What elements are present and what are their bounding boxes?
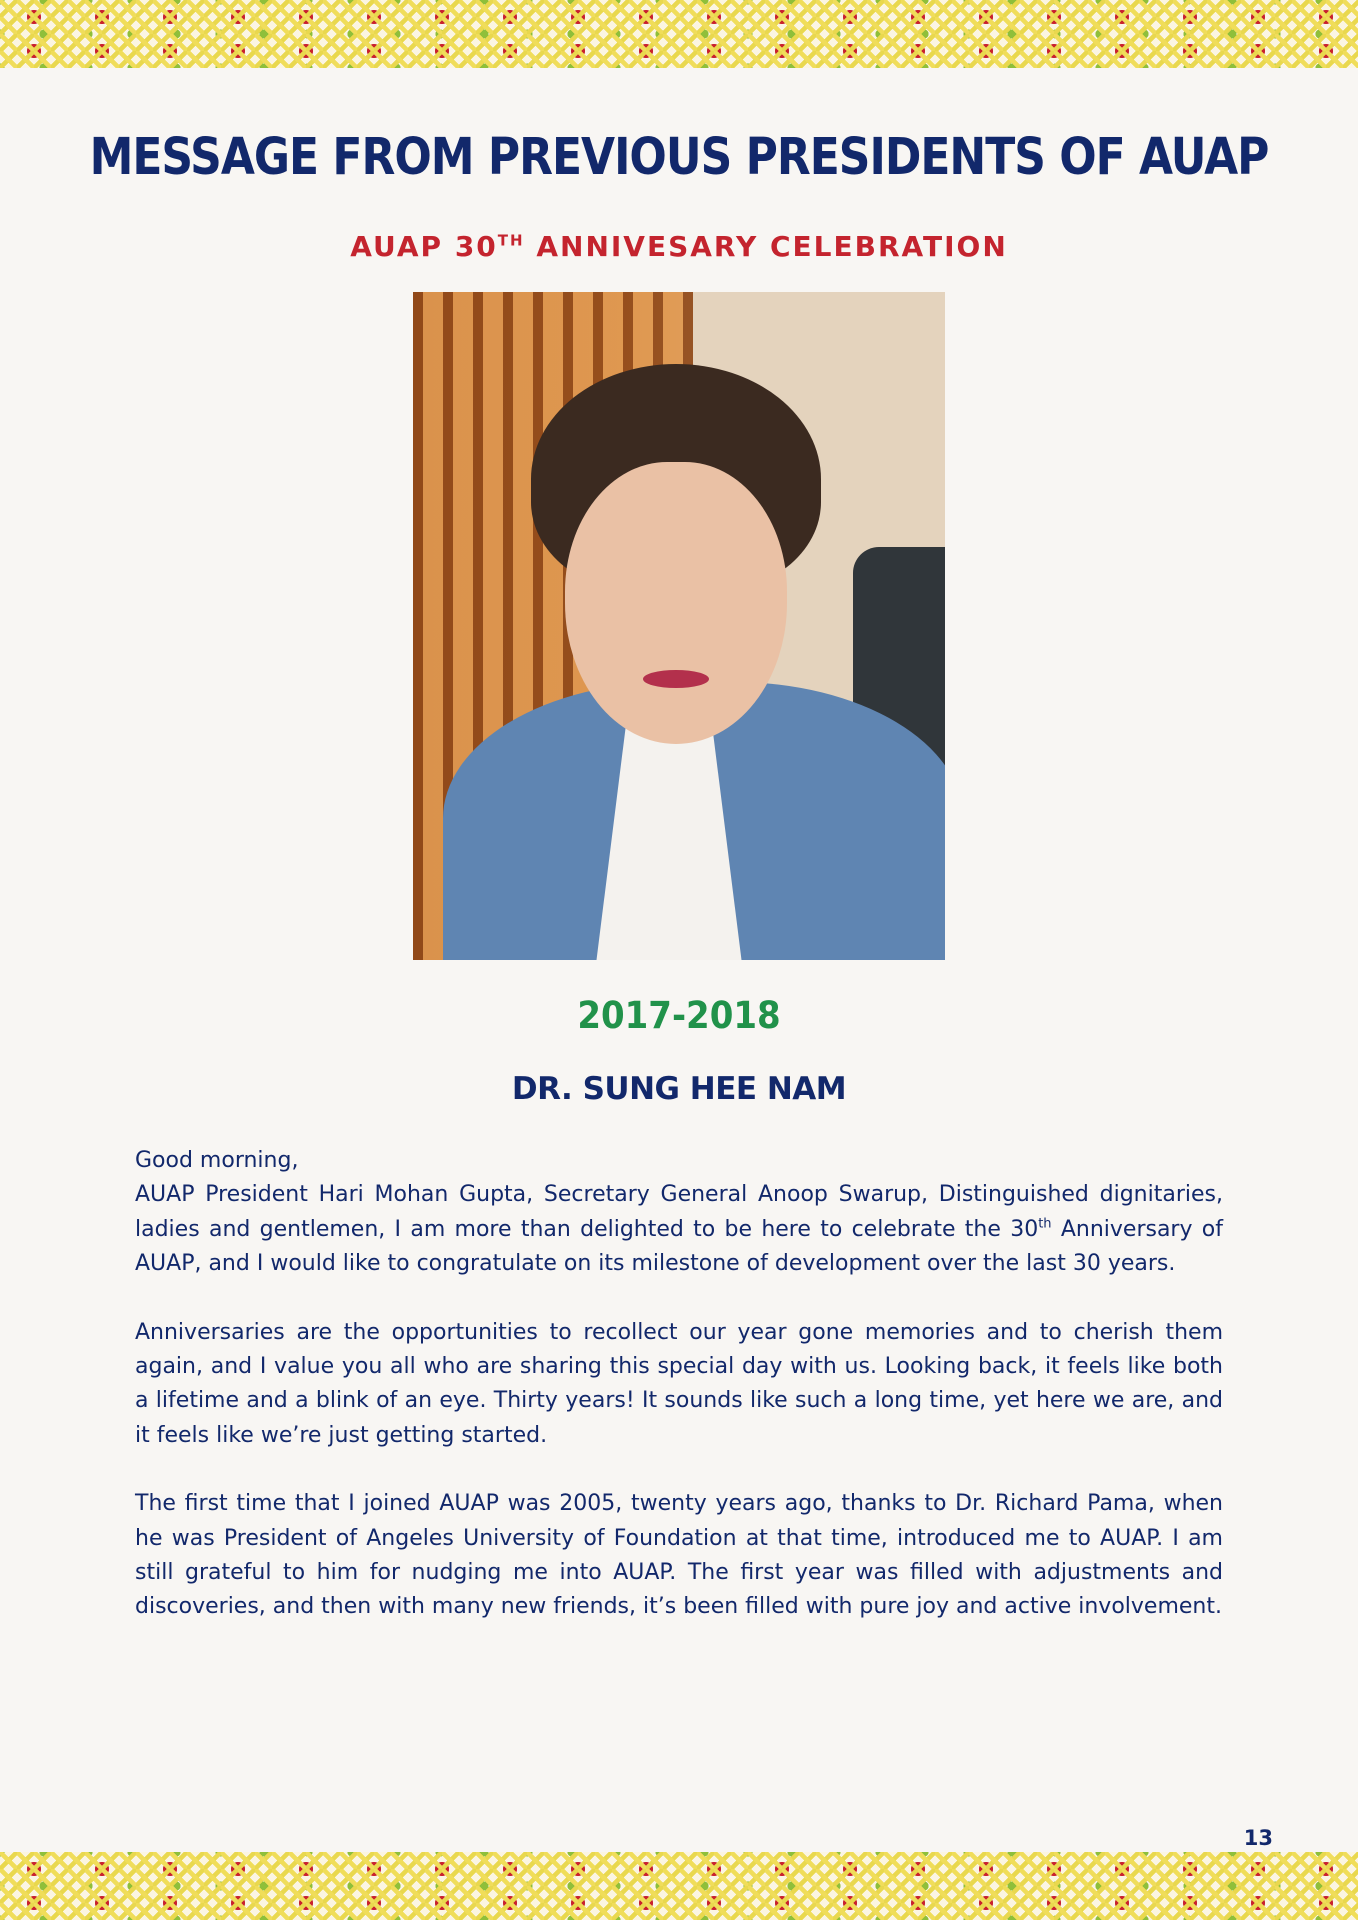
photo-face: [565, 462, 787, 744]
decorative-border-top: [0, 0, 1358, 68]
message-paragraph-1: [135, 1178, 1223, 1281]
page-subtitle: [0, 230, 1358, 263]
message-paragraph-3: The first time that I joined AUAP was 2005, twenty years ago, thanks to Dr. Richard Pama, when he was President of Angeles University of Foundation at that time, introduced me to AUAP. I am still grateful to him for nudging me into AUAP. The first year was filled with adjustments and discoveries, and then with many new friends, it’s been filled with pure joy and active involvement.: [135, 1491, 1223, 1620]
paragraph-1-start: AUAP President Hari Mohan Gupta, Secretary General Anoop Swarup, Distinguished dignitaries, ladies and gentlemen, I am more than delighted to be here to celebrate the 30: [135, 1182, 1223, 1242]
president-name: DR. SUNG HEE NAM: [511, 1071, 847, 1107]
paragraph-1-superscript: th: [1038, 1216, 1052, 1232]
page-title: MESSAGE FROM PREVIOUS PRESIDENTS OF AUAP: [89, 128, 1269, 187]
message-body: [135, 1144, 1223, 1625]
paragraph-1-end: Anniversary of AUAP, and I would like to congratulate on its milestone of development over the last 30 years.: [135, 1216, 1223, 1277]
photo-lips: [643, 670, 709, 688]
term-years: 2017-2018: [577, 994, 781, 1038]
subtitle-superscript: TH: [497, 231, 525, 250]
page-number: 13: [1243, 1826, 1273, 1850]
subtitle-text-start: AUAP 30: [350, 230, 498, 263]
subtitle-text-end: ANNIVESARY CELEBRATION: [524, 230, 1008, 263]
paragraph-spacer: [135, 1453, 1223, 1487]
paragraph-spacer: [135, 1282, 1223, 1316]
portrait-photo: [413, 292, 945, 960]
greeting-line: Good morning,: [135, 1148, 299, 1173]
message-paragraph-2: Anniversaries are the opportunities to recollect our year gone memories and to cherish them again, and I value you all who are sharing this special day with us. Looking back, it feels like both a lifetime and a blink of an eye. Thirty years! It sounds like such a long time, yet here we are, and it feels like we’re just getting started.: [135, 1319, 1223, 1448]
decorative-border-bottom: [0, 1852, 1358, 1920]
